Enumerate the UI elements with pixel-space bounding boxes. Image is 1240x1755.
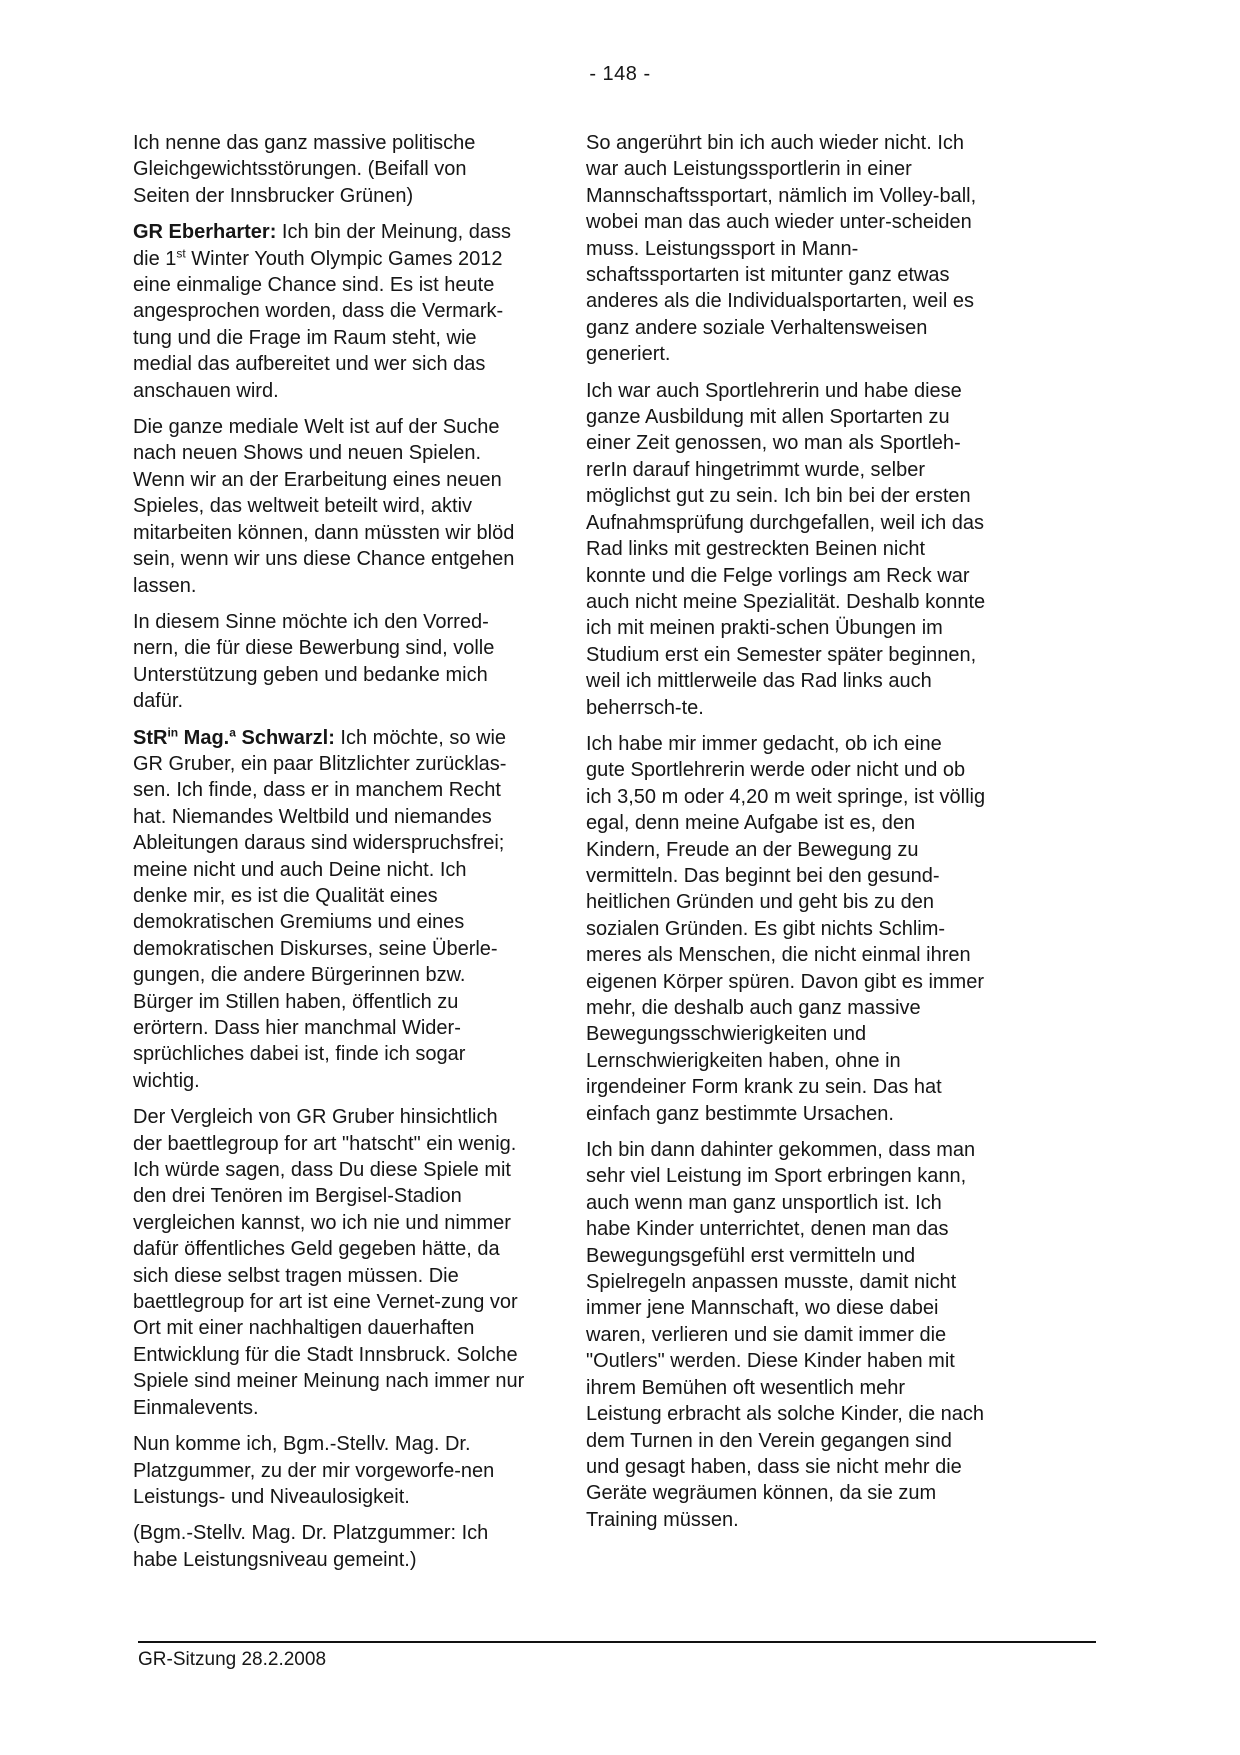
text-segment: Ich war auch Sportlehrerin und habe diese ganze Ausbildung mit allen Sportarten zu einer Zeit genossen, wo man als Sportleh-rerIn darauf hingetrimmt wurde, selber möglichst gut zu sein. Ich bin bei der ersten Aufnahmsprüfung durchgefallen, weil ich das Rad links mit gestreckten Beinen nicht konnte und die Felge vorlings am Reck war auch nicht meine Spezialität. Deshalb konnte ich mit meinen prakti-schen Übungen im Studium erst ein Semester später beginnen, weil ich mittlerweile das Rad links auch beherrsch-te. — [586, 379, 986, 719]
speaker-name: GR Eberharter: — [133, 221, 277, 244]
paragraph — [586, 1137, 986, 1533]
paragraph — [133, 1520, 525, 1573]
left-column — [133, 130, 525, 1573]
paragraph — [133, 414, 525, 599]
paragraph — [586, 731, 986, 1127]
page-number: - 148 - — [589, 63, 651, 85]
text-segment: (Bgm.-Stellv. Mag. Dr. Platzgummer: Ich habe Leistungsniveau gemeint.) — [133, 1522, 489, 1571]
text-segment: Die ganze mediale Welt ist auf der Suche nach neuen Shows und neuen Spielen. Wenn wir an der Erarbeitung eines neuen Spieles, das weltweit beteilt wird, aktiv mitarbeiten können, dann müssten wir blöd sein, wenn wir uns diese Chance entgehen lassen. — [133, 416, 515, 597]
speaker-name: Mag. — [178, 726, 230, 749]
paragraph — [133, 1104, 525, 1421]
footer-rule — [138, 1641, 1096, 1643]
paragraph — [133, 609, 525, 715]
paragraph — [133, 130, 525, 209]
speaker-name: StR — [133, 726, 168, 749]
text-segment: Winter Youth Olympic Games 2012 eine einmalige Chance sind. Es ist heute angesprochen worden, dass die Vermark-tung und die Frage im Raum steht, wie medial das aufbereitet und wer sich das anschauen wird. — [133, 247, 504, 402]
footer-text: GR-Sitzung 28.2.2008 — [138, 1649, 327, 1670]
speaker-name: Schwarzl: — [235, 726, 335, 749]
text-segment: Ich nenne das ganz massive politische Gleichgewichtsstörungen. (Beifall von Seiten der Innsbrucker Grünen) — [133, 132, 476, 207]
text-segment: Ich möchte, so wie GR Gruber, ein paar Blitzlichter zurücklas-sen. Ich finde, dass er in manchem Recht hat. Niemandes Weltbild und niemandes Ableitungen daraus sind widerspruchsfrei; meine nicht und auch Deine nicht. Ich denke mir, es ist die Qualität eines demokratischen Gremiums und eines demokratischen Diskurses, seine Überle-gungen, die andere Bürgerinnen bzw. Bürger im Stillen haben, öffentlich zu erörtern. Dass hier manchmal Wider-sprüchliches dabei ist, finde ich sogar wichtig. — [133, 726, 507, 1092]
text-segment: Ich bin der Meinung, dass die 1 — [133, 221, 511, 270]
paragraph — [586, 130, 986, 368]
paragraph — [133, 725, 525, 1095]
superscript-text: in — [167, 724, 179, 739]
text-segment: Nun komme ich, Bgm.-Stellv. Mag. Dr. Platzgummer, zu der mir vorgeworfe-nen Leistungs- und Niveaulosigkeit. — [133, 1433, 495, 1508]
text-columns — [133, 130, 986, 1573]
paragraph — [133, 1431, 525, 1510]
text-segment: Ich bin dann dahinter gekommen, dass man sehr viel Leistung im Sport erbringen kann, auch wenn man ganz unsportlich ist. Ich habe Kinder unterrichtet, denen man das Bewegungsgefühl erst vermitteln und Spielregeln anpassen musste, damit nicht immer jene Mannschaft, wo diese dabei waren, verlieren und sie damit immer die "Outlers" werden. Diese Kinder haben mit ihrem Bemühen oft wesentlich mehr Leistung erbracht als solche Kinder, die nach dem Turnen in den Verein gegangen sind und gesagt haben, dass sie nicht mehr die Geräte wegräumen können, da sie zum Training müssen. — [586, 1139, 985, 1531]
text-segment: Der Vergleich von GR Gruber hinsichtlich der baettlegroup for art "hatscht" ein wenig. Ich würde sagen, dass Du diese Spiele mit den drei Tenören im Bergisel-Stadion vergleichen kannst, wo ich nie und nimmer dafür öffentliches Geld gegeben hätte, da sich diese selbst tragen müssen. Die baettlegroup for art ist eine Vernet-zung vor Ort mit einer nachhaltigen dauerhaften Entwicklung für die Stadt Innsbruck. Solche Spiele sind meiner Meinung nach immer nur Einmalevents. — [133, 1106, 525, 1419]
text-segment: So angerührt bin ich auch wieder nicht. Ich war auch Leistungssportlerin in einer Mannschaftssportart, nämlich im Volley-ball, wobei man das auch wieder unter-scheiden muss. Leistungssport in Mann-schaftssportarten ist mitunter ganz etwas anderes als die Individualsportarten, weil es ganz andere soziale Verhaltensweisen generiert. — [586, 132, 977, 366]
right-column — [586, 130, 986, 1573]
superscript-text: a — [229, 724, 236, 739]
superscript-text: st — [176, 245, 186, 260]
paragraph — [133, 219, 525, 404]
text-segment: In diesem Sinne möchte ich den Vorred-nern, die für diese Bewerbung sind, volle Unterstützung geben und bedanke mich dafür. — [133, 610, 495, 713]
paragraph — [586, 378, 986, 721]
text-segment: Ich habe mir immer gedacht, ob ich eine gute Sportlehrerin werde oder nicht und ob ich 3,50 m oder 4,20 m weit springe, ist völlig egal, denn meine Aufgabe ist es, den Kindern, Freude an der Bewegung zu vermitteln. Das beginnt bei den gesund-heitlichen Gründen und geht bis zu den sozialen Gründen. Es gibt nichts Schlim-meres als Menschen, die nicht einmal ihren eigenen Körper spüren. Davon gibt es immer mehr, die deshalb auch ganz massive Bewegungsschwierigkeiten und Lernschwierigkeiten haben, ohne in irgendeiner Form krank zu sein. Das hat einfach ganz bestimmte Ursachen. — [586, 732, 986, 1125]
